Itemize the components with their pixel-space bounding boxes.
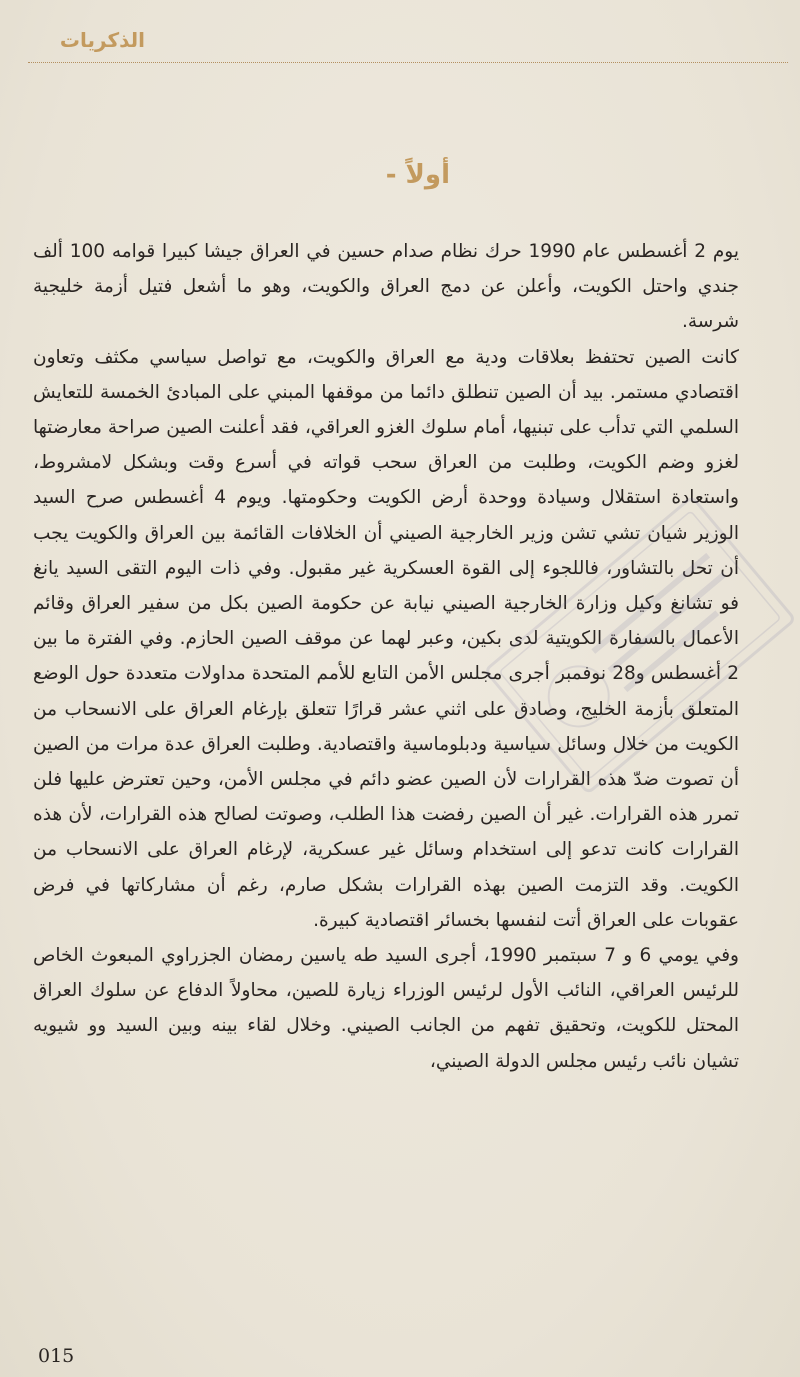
running-header-title: الذكريات: [59, 28, 145, 52]
body-text: [33, 234, 739, 1079]
header-dotted-rule: [28, 62, 788, 63]
section-heading: أولاً -: [385, 160, 450, 190]
page-number: 015: [38, 1345, 75, 1367]
paragraph-3: وفي يومي 6 و 7 سبتمبر 1990، أجرى السيد طه ياسين رمضان الجزراوي المبعوث الخاص للرئيس العراقي، النائب الأول لرئيس الوزراء زيارة للصين، محاولاً الدفاع عن سلوك العراق المحتل للكويت، وتحقيق تفهم من الجانب الصيني. وخلال لقاء بينه وبين السيد وو شيويه تشيان نائب رئيس مجلس الدولة الصيني،: [33, 945, 739, 1072]
paragraph-2: كانت الصين تحتفظ بعلاقات ودية مع العراق والكويت، مع تواصل سياسي مكثف وتعاون اقتصادي مستمر. بيد أن الصين تنطلق دائما من موقفها المبني على المبادئ الخمسة للتعايش السلمي التي تدأب على تبنيها، أمام سلوك الغزو العراقي، فقد أعلنت الصين صراحة معارضتها لغزو وضم الكويت، وطلبت من العراق سحب قواته في أسرع وقت وبشكل لامشروط، واستعادة استقلال وسيادة ووحدة أرض الكويت وحكومتها. ويوم 4 أغسطس صرح السيد الوزير شيان تشي تشن وزير الخارجية الصيني أن الخلافات القائمة بين العراق والكويت يجب أن تحل بالتشاور، فاللجوء إلى القوة العسكرية غير مقبول. وفي ذات اليوم التقى السيد يانغ فو تشانغ وكيل وزارة الخارجية الصيني نيابة عن حكومة الصين بكل من سفير العراق وقائم الأعمال بالسفارة الكويتية لدى بكين، وعبر لهما عن موقف الصين الحازم. وفي الفترة ما بين 2 أغسطس و28 نوفمبر أجرى مجلس الأمن التابع للأمم المتحدة مداولات متعددة حول الوضع المتعلق بأزمة الخليج، وصادق على اثني عشر قرارًا تتعلق بإرغام العراق على الانسحاب من الكويت من خلال وسائل سياسية ودبلوماسية واقتصادية. وطلبت العراق عدة مرات من الصين أن تصوت ضدّ هذه القرارات لأن الصين عضو دائم في مجلس الأمن، وحين تعترض عليها فلن تمرر هذه القرارات. غير أن الصين رفضت هذا الطلب، وصوتت لصالح هذه القرارات، لأن هذه القرارات كانت تدعو إلى استخدام وسائل غير عسكرية، لإرغام العراق على الانسحاب من الكويت. وقد التزمت الصين بهذه القرارات بشكل صارم، رغم أن مشاركاتها في فرض عقوبات على العراق أتت لنفسها بخسائر اقتصادية كبيرة.: [33, 346, 740, 931]
paragraph-1: يوم 2 أغسطس عام 1990 حرك نظام صدام حسين في العراق جيشا كبيرا قوامه 100 ألف جندي واحتل الكويت، وأعلن عن دمج العراق والكويت، وهو ما أشعل فتيل أزمة خليجية شرسة.: [33, 241, 739, 333]
